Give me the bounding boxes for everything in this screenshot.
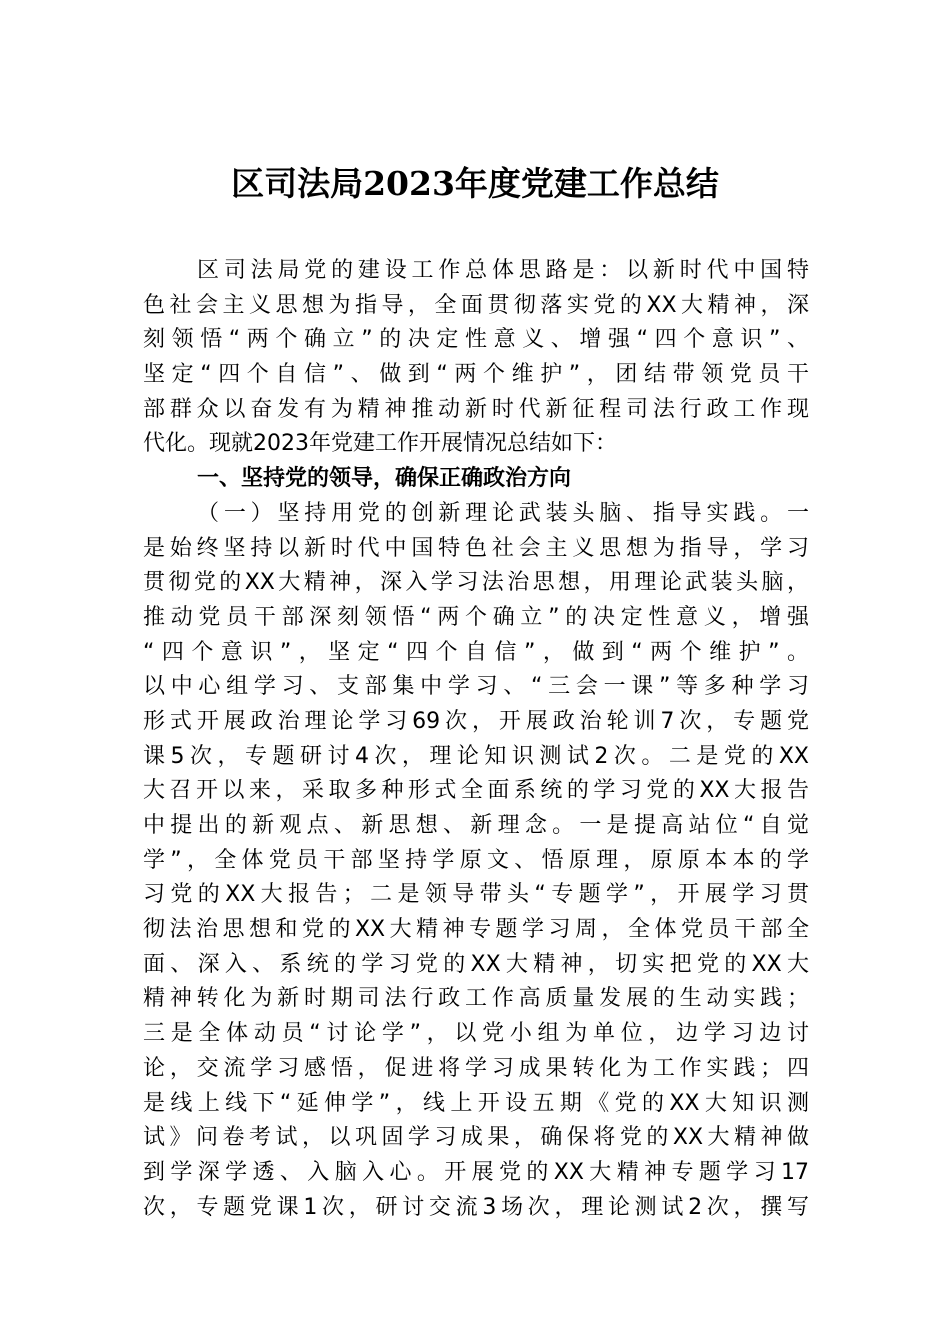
paragraph-line: 论，交流学习感悟，促进将学习成果转化为工作实践；四 (143, 1055, 809, 1081)
paragraph-line: 习党的XX大报告；二是领导带头“专题学”，开展学习贯 (143, 882, 809, 908)
paragraph-line: 是始终坚持以新时代中国特色社会主义思想为指导，学习 (143, 535, 809, 561)
paragraph-line: 贯彻党的XX大精神，深入学习法治思想，用理论武装头脑， (143, 570, 809, 596)
paragraph-line: 大召开以来，采取多种形式全面系统的学习党的XX大报告 (143, 778, 809, 804)
paragraph-line: 彻法治思想和党的XX大精神专题学习周，全体党员干部全 (143, 917, 809, 943)
paragraph-line: 刻领悟“两个确立”的决定性意义、增强“四个意识”、 (143, 327, 809, 353)
paragraph-line: 区司法局党的建设工作总体思路是：以新时代中国特 (197, 258, 809, 283)
paragraph-line: 学”，全体党员干部坚持学原文、悟原理，原原本本的学 (143, 847, 809, 873)
paragraph-line: 部群众以奋发有为精神推动新时代新征程司法行政工作现 (143, 396, 809, 422)
paragraph-line: 推动党员干部深刻领悟“两个确立”的决定性意义，增强 (143, 604, 809, 630)
paragraph-line: 到学深学透、入脑入心。开展党的XX大精神专题学习17 (143, 1159, 809, 1185)
paragraph-line: 代化。现就2023年党建工作开展情况总结如下： (143, 431, 617, 457)
paragraph-line: 次，专题党课1次，研讨交流3场次，理论测试2次，撰写 (143, 1194, 809, 1220)
paragraph-line: 课5次，专题研讨4次，理论知识测试2次。二是党的XX (143, 743, 809, 769)
section-heading: 一、坚持党的领导，确保正确政治方向 (197, 466, 572, 492)
paragraph-line: 是线上线下“延伸学”，线上开设五期《党的XX大知识测 (143, 1090, 809, 1116)
paragraph-line: 色社会主义思想为指导，全面贯彻落实党的XX大精神，深 (143, 292, 809, 318)
paragraph-line: 形式开展政治理论学习69次，开展政治轮训7次，专题党 (143, 708, 809, 734)
paragraph-line: （一）坚持用党的创新理论武装头脑、指导实践。一 (197, 500, 809, 526)
document-body (143, 254, 809, 1225)
paragraph-line: 精神转化为新时期司法行政工作高质量发展的生动实践； (143, 986, 809, 1012)
paragraph-line: 试》问卷考试，以巩固学习成果，确保将党的XX大精神做 (143, 1125, 809, 1151)
paragraph-line: “四个意识”，坚定“四个自信”，做到“两个维护”。 (143, 639, 809, 665)
paragraph-line: 三是全体动员“讨论学”，以党小组为单位，边学习边讨 (143, 1021, 809, 1047)
paragraph-line: 中提出的新观点、新思想、新理念。一是提高站位“自觉 (143, 813, 809, 838)
paragraph-line: 面、深入、系统的学习党的XX大精神，切实把党的XX大 (143, 951, 809, 977)
paragraph-line: 坚定“四个自信”、做到“两个维护”，团结带领党员干 (143, 362, 809, 388)
document-title: 区司法局2023年度党建工作总结 (231, 164, 719, 203)
paragraph-line: 以中心组学习、支部集中学习、“三会一课”等多种学习 (143, 674, 809, 700)
